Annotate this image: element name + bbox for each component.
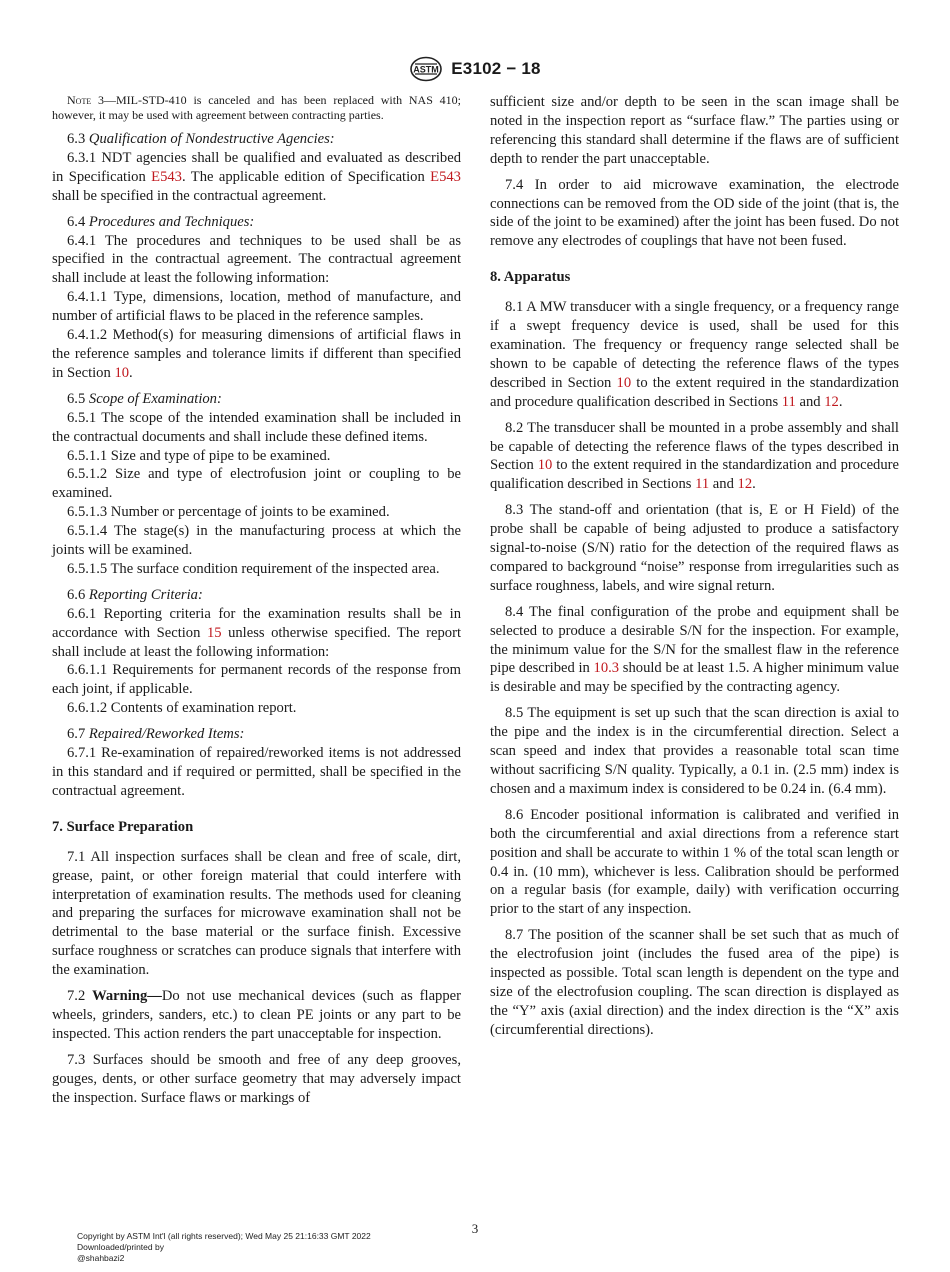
para-7-4: 7.4 In order to aid microwave examination, the electrode connections can be removed from the OD side of the joint (that is, the side of the joint to be examined) after the joint has been fused. Do not remove any electrodes of couplings that have not been fused. [490, 176, 899, 250]
ref-link[interactable]: 11 [781, 393, 796, 410]
footer-downloaded-line: Downloaded/printed by [77, 1242, 164, 1252]
para-8-5: 8.5 The equipment is set up such that the scan direction is axial to the pipe and the index is in the circumferential direction. Select a scan speed and index that provides a reasonable total scan time without sacrificing S/N quality. Typically, a 0.1 in. (2.5 mm) index is chosen and a maximum index is considered to be 0.24 in. (6.4 mm). [490, 705, 899, 797]
para-6-5-1-3: 6.5.1.3 Number or percentage of joints to be examined. [67, 504, 390, 521]
section-6-6-heading: 6.6 Reporting Criteria: [67, 586, 203, 603]
para-8-3: 8.3 The stand-off and orientation (that is, E or H Field) of the probe shall be capable of being adjusted to produce a satisfactory signal-to-noise (S/N) ratio for the detection of the required flaws as compared to background “noise” response from irregularities such as surface roughness, labels, and wire signal return. [490, 502, 899, 594]
astm-logo-icon [409, 56, 443, 82]
para-6-5-1-1: 6.5.1.1 Size and type of pipe to be examined. [67, 447, 331, 464]
para-6-5-1: 6.5.1 The scope of the intended examination shall be included in the contractual documents and shall include these defined items. [52, 409, 461, 445]
para-6-3-1: 6.3.1 NDT agencies shall be qualified and evaluated as described in Specification E543. The applicable edition of Specification E543 shall be specified in the contractual agreement. [52, 149, 461, 204]
ref-link[interactable]: 10 [114, 364, 130, 381]
para-6-7-1: 6.7.1 Re-examination of repaired/reworked items is not addressed in this standard and if required or permitted, shall be specified in the contractual agreement. [52, 745, 461, 799]
right-column [490, 93, 899, 1040]
para-7-3: 7.3 Surfaces should be smooth and free of any deep grooves, gouges, dents, or other surface geometry that may adversely impact the inspection. Surface flaws or markings of [52, 1051, 461, 1106]
section-6-3-heading: 6.3 Qualification of Nondestructive Agencies: [67, 131, 335, 147]
ref-link[interactable]: 11 [695, 476, 710, 493]
para-6-4-1-2: 6.4.1.2 Method(s) for measuring dimensions of artificial flaws in the reference samples and tolerance limits if different than specified in Section 10. [52, 327, 461, 381]
section-7-heading: 7. Surface Preparation [52, 818, 194, 835]
ref-link[interactable]: 10 [616, 374, 632, 391]
standard-designation: E3102 − 18 [451, 59, 541, 78]
ref-link[interactable]: 10.3 [593, 660, 620, 677]
footer-copyright-line: Copyright by ASTM Int'l (all rights reserved); Wed May 25 21:16:33 GMT 2022 [77, 1231, 371, 1241]
para-7-2: 7.2 Warning—Do not use mechanical devices (such as flapper wheels, grinders, sanders, etc.) to clean PE joints or any part to be inspected. This action renders the part unacceptable for inspection. [52, 988, 461, 1042]
para-8-6: 8.6 Encoder positional information is calibrated and verified in both the circumferential and axial directions from a reference start position and shall be accurate to within 1 % of the total scan length or 0.4 in. (10 mm), whichever is less. Calibration should be performed on a regular basis (for example, daily) with verification occurring prior to the start of any inspection. [490, 806, 899, 918]
para-7-3-continued: sufficient size and/or depth to be seen in the scan image shall be noted in the inspection report as “surface flaw.” The parties using or referencing this standard shall determine if the flaws are of sufficient depth to render the part unacceptable. [490, 94, 899, 167]
para-6-6-1: 6.6.1 Reporting criteria for the examination results shall be in accordance with Section 15 unless otherwise specified. The report shall include at least the following information: [52, 605, 462, 660]
para-8-2: 8.2 The transducer shall be mounted in a probe assembly and shall be capable of detecting the reference flaws of the types described in Section 10 to the extent required in the standardization and procedure qualification described in Sections 11 and 12. [490, 419, 899, 493]
para-8-4: 8.4 The final configuration of the probe and equipment shall be selected to produce a desirable S/N for the inspection. For example, the minimum value for the S/N for the smallest flaw in the reference pipe described in 10.3 should be at least 1.5. A higher minimum value is desirable and may be specified by the contracting agency. [490, 603, 899, 696]
page-number: 3 [471, 1221, 479, 1236]
ref-link[interactable]: 12 [737, 476, 753, 493]
ref-link[interactable]: E543 [430, 168, 461, 185]
copyright-footer [77, 1231, 371, 1264]
svg-text:ASTM: ASTM [413, 64, 440, 75]
page-header [0, 56, 950, 87]
ref-link[interactable]: E543 [151, 168, 182, 185]
para-6-6-1-1: 6.6.1.1 Requirements for permanent records of the response from each joint, if applicable. [52, 662, 461, 698]
para-6-5-1-2: 6.5.1.2 Size and type of electrofusion joint or coupling to be examined. [52, 466, 461, 502]
section-6-4-heading: 6.4 Procedures and Techniques: [67, 213, 255, 230]
para-8-7: 8.7 The position of the scanner shall be set such that as much of the electrofusion joint (includes the fused area of the pipe) is inspected as possible. Total scan length is dependent on the type and size of the electrofusion coupling. The scan direction is displayed as the “Y” axis (axial direction) and the index direction is the “X” axis (circumferential directions). [490, 927, 899, 1038]
section-6-5-heading: 6.5 Scope of Examination: [67, 390, 222, 407]
para-7-1: 7.1 All inspection surfaces shall be clean and free of scale, dirt, grease, paint, or other foreign material that could interfere with interpretation of examination results. The methods used for cleaning and preparing the surfaces for microwave examination shall not be detrimental to the base material or the surface finish. Excessive surface roughness or scratches can produce signals that interfere with the examination. [52, 848, 461, 979]
section-6-7-heading: 6.7 Repaired/Reworked Items: [67, 726, 245, 743]
ref-link[interactable]: 15 [206, 624, 222, 641]
ref-link[interactable]: 12 [824, 393, 839, 410]
para-6-5-1-4: 6.5.1.4 The stage(s) in the manufacturing process at which the joints will be examined. [52, 523, 461, 559]
para-6-6-1-2: 6.6.1.2 Contents of examination report. [67, 700, 297, 717]
note-3: Note 3—MIL-STD-410 is canceled and has been replaced with NAS 410; however, it may be used with agreement between contracting parties. [52, 93, 461, 122]
para-8-1: 8.1 A MW transducer with a single frequency, or a frequency range if a swept frequency device is used, shall be used for this examination. The frequency or frequency range selected shall be shown to be capable of detecting the reference flaws of the types described in Section 10 to the extent required in the standardization and procedure qualification described in Sections 11 and 12. [490, 299, 899, 410]
ref-link[interactable]: 10 [537, 457, 553, 474]
section-8-heading: 8. Apparatus [490, 269, 571, 286]
footer-user-line: @shahbazi2 [77, 1253, 125, 1263]
left-column [52, 93, 461, 1108]
para-6-4-1: 6.4.1 The procedures and techniques to be used shall be as specified in the contractual agreement. The contractual agreement shall include at least the following information: [52, 232, 461, 287]
para-6-5-1-5: 6.5.1.5 The surface condition requirement of the inspected area. [67, 560, 440, 577]
para-6-4-1-1: 6.4.1.1 Type, dimensions, location, method of manufacture, and number of artificial flaws to be placed in the reference samples. [52, 289, 461, 325]
